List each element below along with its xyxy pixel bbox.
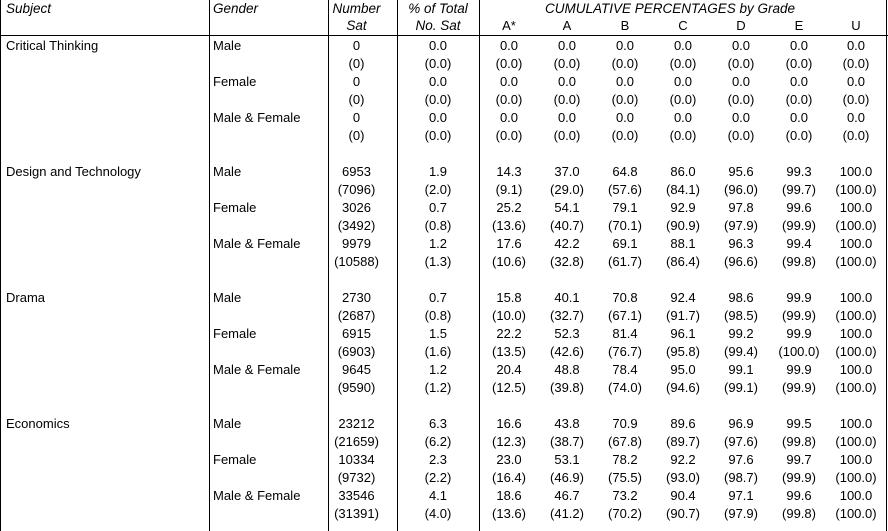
- grade-cell: 100.0: [839, 416, 873, 431]
- grade-cell: 0.0: [557, 110, 577, 125]
- grade-cell: 69.1: [612, 236, 638, 251]
- grade-cell: (98.5): [724, 308, 758, 323]
- grade-cell: 0.0: [557, 38, 577, 53]
- header-gender: Gender: [213, 1, 259, 16]
- pct-total-cell: 2.3: [428, 452, 448, 467]
- grade-cell: 99.4: [786, 236, 812, 251]
- pct-total-cell: (0.8): [424, 218, 452, 233]
- grade-cell: 70.9: [612, 416, 638, 431]
- grade-cell: 90.4: [670, 488, 696, 503]
- pct-total-cell: 1.2: [428, 362, 448, 377]
- grade-cell: (0.0): [553, 92, 581, 107]
- number-sat-cell: 6953: [342, 164, 371, 179]
- grade-cell: (99.8): [782, 434, 816, 449]
- grade-cell: 0.0: [846, 38, 866, 53]
- grade-cell: (41.2): [550, 506, 584, 521]
- number-sat-cell: (7096): [337, 182, 376, 197]
- grade-cell: 15.8: [496, 290, 522, 305]
- number-sat-cell: 0: [352, 38, 361, 53]
- grade-cell: (0.0): [495, 128, 523, 143]
- grade-cell: 18.6: [496, 488, 522, 503]
- grade-cell: (100.0): [835, 182, 877, 197]
- grade-cell: 16.6: [496, 416, 522, 431]
- number-sat-cell: 3026: [342, 200, 371, 215]
- gender-label: Male: [213, 290, 242, 305]
- pct-total-cell: 1.9: [428, 164, 448, 179]
- grade-cell: 79.1: [612, 200, 638, 215]
- pct-total-cell: (0.0): [424, 92, 452, 107]
- grade-cell: 17.6: [496, 236, 522, 251]
- grade-cell: (67.1): [608, 308, 642, 323]
- grade-cell: 54.1: [554, 200, 580, 215]
- grade-cell: (90.7): [666, 506, 700, 521]
- grade-cell: (0.0): [553, 128, 581, 143]
- grade-cell: (0.0): [785, 92, 813, 107]
- grade-cell: 64.8: [612, 164, 638, 179]
- grade-cell: 92.4: [670, 290, 696, 305]
- grade-cell: (0.0): [785, 128, 813, 143]
- header-grade-2: B: [620, 18, 630, 33]
- grade-cell: (0.0): [553, 56, 581, 71]
- grade-cell: 0.0: [789, 38, 809, 53]
- grade-cell: 99.1: [728, 362, 754, 377]
- gender-label: Male: [213, 164, 242, 179]
- grade-cell: (38.7): [550, 434, 584, 449]
- grade-cell: 0.0: [499, 110, 519, 125]
- grade-cell: (16.4): [492, 470, 526, 485]
- grade-cell: (12.5): [492, 380, 526, 395]
- pct-total-cell: (2.2): [424, 470, 452, 485]
- number-sat-cell: 23212: [338, 416, 375, 431]
- number-sat-cell: 2730: [342, 290, 371, 305]
- grade-cell: 0.0: [499, 74, 519, 89]
- column-divider-pct: [397, 0, 398, 531]
- grade-cell: (0.0): [842, 128, 870, 143]
- grade-cell: 78.2: [612, 452, 638, 467]
- grade-cell: (100.0): [835, 254, 877, 269]
- header-grade-6: U: [851, 18, 861, 33]
- pct-total-cell: 0.7: [428, 290, 448, 305]
- grade-cell: 100.0: [839, 452, 873, 467]
- grade-cell: (29.0): [550, 182, 584, 197]
- number-sat-cell: (0): [348, 128, 365, 143]
- number-sat-cell: (9732): [337, 470, 376, 485]
- gender-label: Female: [213, 74, 257, 89]
- grade-cell: (61.7): [608, 254, 642, 269]
- grade-cell: (96.6): [724, 254, 758, 269]
- grade-cell: 97.6: [728, 452, 754, 467]
- gender-label: Female: [213, 326, 257, 341]
- grade-cell: (42.6): [550, 344, 584, 359]
- grade-cell: 96.9: [728, 416, 754, 431]
- grade-cell: 100.0: [839, 362, 873, 377]
- grade-cell: 70.8: [612, 290, 638, 305]
- grade-cell: 0.0: [846, 74, 866, 89]
- grade-cell: 0.0: [789, 110, 809, 125]
- grade-cell: 48.8: [554, 362, 580, 377]
- grade-cell: 0.0: [789, 74, 809, 89]
- grade-cell: (100.0): [835, 470, 877, 485]
- column-divider-grades: [479, 0, 480, 531]
- grade-cell: (13.6): [492, 506, 526, 521]
- grade-cell: 14.3: [496, 164, 522, 179]
- grade-cell: (100.0): [835, 380, 877, 395]
- grade-cell: 95.0: [670, 362, 696, 377]
- grade-cell: (0.0): [669, 128, 697, 143]
- grade-cell: (32.7): [550, 308, 584, 323]
- gender-label: Male & Female: [213, 110, 301, 125]
- grade-cell: 99.6: [786, 488, 812, 503]
- grade-cell: (46.9): [550, 470, 584, 485]
- grade-cell: (97.9): [724, 506, 758, 521]
- pct-total-cell: 4.1: [428, 488, 448, 503]
- grade-cell: 81.4: [612, 326, 638, 341]
- grade-cell: 25.2: [496, 200, 522, 215]
- grade-cell: (91.7): [666, 308, 700, 323]
- grade-cell: (100.0): [835, 506, 877, 521]
- number-sat-cell: (3492): [337, 218, 376, 233]
- gender-label: Male: [213, 38, 242, 53]
- number-sat-cell: 10334: [338, 452, 375, 467]
- grade-cell: 97.1: [728, 488, 754, 503]
- pct-total-cell: (4.0): [424, 506, 452, 521]
- subject-name: Drama: [6, 290, 46, 305]
- grade-cell: 100.0: [839, 290, 873, 305]
- grade-cell: (0.0): [785, 56, 813, 71]
- number-sat-cell: (0): [348, 92, 365, 107]
- grade-cell: 43.8: [554, 416, 580, 431]
- grade-cell: 20.4: [496, 362, 522, 377]
- grade-cell: (13.5): [492, 344, 526, 359]
- grade-cell: (100.0): [778, 344, 820, 359]
- pct-total-cell: 0.0: [428, 110, 448, 125]
- grade-cell: (100.0): [835, 218, 877, 233]
- gender-label: Male: [213, 416, 242, 431]
- grade-cell: 92.9: [670, 200, 696, 215]
- header-subject: Subject: [6, 1, 52, 16]
- column-divider-subject: [0, 0, 1, 531]
- gender-label: Male & Female: [213, 236, 301, 251]
- grade-cell: (99.9): [782, 380, 816, 395]
- grade-cell: (99.4): [724, 344, 758, 359]
- grade-cell: (40.7): [550, 218, 584, 233]
- grade-cell: 100.0: [839, 164, 873, 179]
- pct-total-cell: (0.0): [424, 56, 452, 71]
- grade-cell: (0.0): [611, 128, 639, 143]
- grade-cell: (0.0): [495, 56, 523, 71]
- number-sat-cell: (31391): [334, 506, 379, 521]
- column-divider-gender: [209, 0, 210, 531]
- grade-cell: (70.2): [608, 506, 642, 521]
- header-grade-3: C: [678, 18, 688, 33]
- header-grade-1: A: [562, 18, 572, 33]
- grade-cell: 99.2: [728, 326, 754, 341]
- grade-cell: 23.0: [496, 452, 522, 467]
- grade-cell: 0.0: [731, 110, 751, 125]
- grade-cell: (0.0): [669, 56, 697, 71]
- grade-cell: (100.0): [835, 344, 877, 359]
- grade-cell: 46.7: [554, 488, 580, 503]
- grade-cell: 100.0: [839, 488, 873, 503]
- grade-cell: 0.0: [615, 38, 635, 53]
- grade-cell: (70.1): [608, 218, 642, 233]
- header-grade-0: A*: [502, 18, 516, 33]
- grade-cell: 99.6: [786, 200, 812, 215]
- grade-cell: (57.6): [608, 182, 642, 197]
- grade-cell: 37.0: [554, 164, 580, 179]
- grade-cell: (0.0): [842, 92, 870, 107]
- grade-cell: 78.4: [612, 362, 638, 377]
- grade-cell: 99.7: [786, 452, 812, 467]
- subject-name: Design and Technology: [6, 164, 141, 179]
- grade-cell: (32.8): [550, 254, 584, 269]
- grade-cell: (86.4): [666, 254, 700, 269]
- number-sat-cell: 6915: [342, 326, 371, 341]
- grade-cell: (0.0): [669, 92, 697, 107]
- column-divider-number: [328, 0, 329, 531]
- grade-cell: (99.8): [782, 506, 816, 521]
- pct-total-cell: (6.2): [424, 434, 452, 449]
- grade-cell: 0.0: [557, 74, 577, 89]
- grade-cell: (0.0): [842, 56, 870, 71]
- grade-cell: 0.0: [846, 110, 866, 125]
- grade-cell: (39.8): [550, 380, 584, 395]
- grade-cell: 99.9: [786, 326, 812, 341]
- grade-cell: (99.9): [782, 308, 816, 323]
- grade-cell: 97.8: [728, 200, 754, 215]
- grade-cell: 0.0: [731, 74, 751, 89]
- number-sat-cell: 9979: [342, 236, 371, 251]
- number-sat-cell: (10588): [334, 254, 379, 269]
- grade-cell: (10.0): [492, 308, 526, 323]
- grade-cell: 99.3: [786, 164, 812, 179]
- grade-cell: 0.0: [615, 74, 635, 89]
- grade-cell: (100.0): [835, 308, 877, 323]
- grade-cell: (74.0): [608, 380, 642, 395]
- grade-cell: (0.0): [611, 92, 639, 107]
- grade-cell: (84.1): [666, 182, 700, 197]
- grade-cell: 99.9: [786, 290, 812, 305]
- grade-cell: 99.9: [786, 362, 812, 377]
- grade-cell: 100.0: [839, 200, 873, 215]
- grade-cell: 88.1: [670, 236, 696, 251]
- grade-cell: 100.0: [839, 326, 873, 341]
- grade-cell: 0.0: [615, 110, 635, 125]
- pct-total-cell: 0.7: [428, 200, 448, 215]
- gender-label: Male & Female: [213, 488, 301, 503]
- number-sat-cell: (21659): [334, 434, 379, 449]
- header-grade-5: E: [794, 18, 804, 33]
- pct-total-cell: 0.0: [428, 38, 448, 53]
- grade-cell: 53.1: [554, 452, 580, 467]
- grade-cell: 89.6: [670, 416, 696, 431]
- grade-cell: (99.8): [782, 254, 816, 269]
- number-sat-cell: (6903): [337, 344, 376, 359]
- number-sat-cell: 33546: [338, 488, 375, 503]
- grade-cell: 52.3: [554, 326, 580, 341]
- grade-cell: (94.6): [666, 380, 700, 395]
- grade-cell: (89.7): [666, 434, 700, 449]
- subject-name: Economics: [6, 416, 70, 431]
- grade-cell: (95.8): [666, 344, 700, 359]
- grade-cell: (0.0): [727, 92, 755, 107]
- subject-name: Critical Thinking: [6, 38, 99, 53]
- pct-total-cell: (0.0): [424, 128, 452, 143]
- grade-cell: (98.7): [724, 470, 758, 485]
- grade-cell: 95.6: [728, 164, 754, 179]
- grade-cell: 100.0: [839, 236, 873, 251]
- grade-cell: (99.9): [782, 470, 816, 485]
- grade-cell: 86.0: [670, 164, 696, 179]
- grade-cell: (93.0): [666, 470, 700, 485]
- header-pct-total-line1: % of Total: [408, 1, 468, 16]
- grade-cell: (67.8): [608, 434, 642, 449]
- grade-cell: 0.0: [673, 110, 693, 125]
- number-sat-cell: 0: [352, 74, 361, 89]
- grade-cell: (97.6): [724, 434, 758, 449]
- header-number-sat-line2: Sat: [346, 18, 367, 33]
- header-divider: [0, 35, 888, 36]
- grade-cell: (0.0): [495, 92, 523, 107]
- grade-cell: (100.0): [835, 434, 877, 449]
- grade-cell: (99.7): [782, 182, 816, 197]
- pct-total-cell: 1.2: [428, 236, 448, 251]
- gender-label: Male & Female: [213, 362, 301, 377]
- column-divider-right: [886, 0, 887, 531]
- number-sat-cell: 0: [352, 110, 361, 125]
- grade-cell: (0.0): [727, 128, 755, 143]
- grade-cell: 42.2: [554, 236, 580, 251]
- pct-total-cell: (1.3): [424, 254, 452, 269]
- grade-cell: 99.5: [786, 416, 812, 431]
- grade-cell: (13.6): [492, 218, 526, 233]
- gender-label: Female: [213, 200, 257, 215]
- pct-total-cell: (1.6): [424, 344, 452, 359]
- grade-cell: 22.2: [496, 326, 522, 341]
- pct-total-cell: 1.5: [428, 326, 448, 341]
- grade-cell: (99.9): [782, 218, 816, 233]
- grade-cell: (97.9): [724, 218, 758, 233]
- grade-cell: (90.9): [666, 218, 700, 233]
- grade-cell: 0.0: [731, 38, 751, 53]
- grade-cell: 40.1: [554, 290, 580, 305]
- grade-cell: (0.0): [611, 56, 639, 71]
- header-pct-total-line2: No. Sat: [415, 18, 461, 33]
- grade-cell: (75.5): [608, 470, 642, 485]
- grade-cell: (9.1): [495, 182, 523, 197]
- grade-cell: 96.1: [670, 326, 696, 341]
- grade-cell: (0.0): [727, 56, 755, 71]
- grade-cell: 0.0: [673, 74, 693, 89]
- header-grade-4: D: [736, 18, 746, 33]
- grade-cell: 0.0: [499, 38, 519, 53]
- grade-cell: (96.0): [724, 182, 758, 197]
- grade-cell: (12.3): [492, 434, 526, 449]
- number-sat-cell: (2687): [337, 308, 376, 323]
- gender-label: Female: [213, 452, 257, 467]
- number-sat-cell: 9645: [342, 362, 371, 377]
- grade-cell: 98.6: [728, 290, 754, 305]
- pct-total-cell: 6.3: [428, 416, 448, 431]
- grade-cell: 73.2: [612, 488, 638, 503]
- number-sat-cell: (0): [348, 56, 365, 71]
- header-number-sat-line1: Number: [332, 1, 381, 16]
- pct-total-cell: (2.0): [424, 182, 452, 197]
- number-sat-cell: (9590): [337, 380, 376, 395]
- grade-cell: 92.2: [670, 452, 696, 467]
- grade-cell: 0.0: [673, 38, 693, 53]
- header-cumulative: CUMULATIVE PERCENTAGES by Grade: [545, 1, 796, 16]
- grade-cell: (10.6): [492, 254, 526, 269]
- pct-total-cell: (1.2): [424, 380, 452, 395]
- pct-total-cell: (0.8): [424, 308, 452, 323]
- pct-total-cell: 0.0: [428, 74, 448, 89]
- grade-cell: 96.3: [728, 236, 754, 251]
- grade-cell: (76.7): [608, 344, 642, 359]
- grade-cell: (99.1): [724, 380, 758, 395]
